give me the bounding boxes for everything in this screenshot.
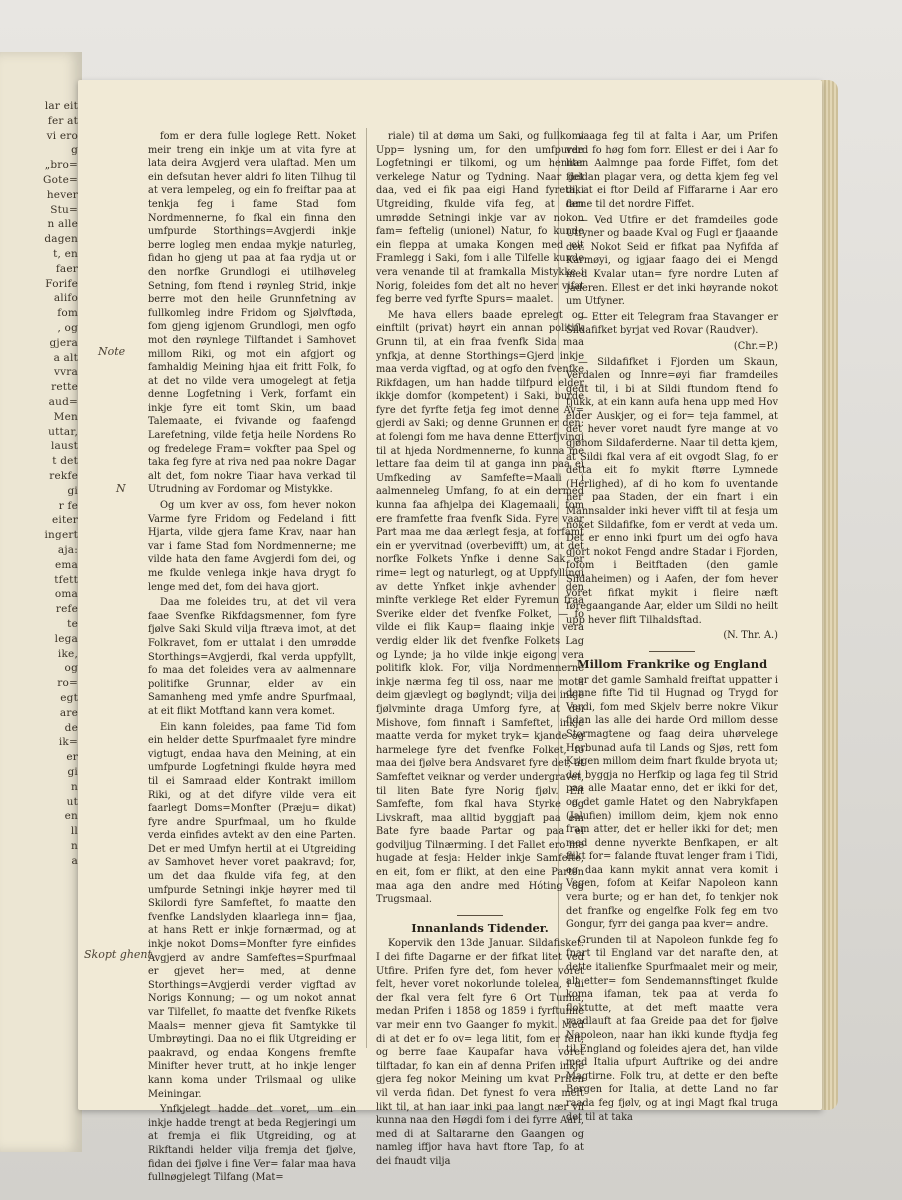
left-page-text-fragment: t, en (53, 248, 78, 260)
left-page-text-fragment: faer (55, 262, 78, 275)
paragraph: Ynfkjelegt hadde det voret, um ein inkje hadde trengt at beda Regjeringi um at fremja ei flik Utgreiding, og at Rikftandi helder vilja fremja det fjølve, fidan dei fjølve i fine Ver= falar maa hava fullnøgjelegt Tilfang (Mat= (148, 1104, 356, 1184)
paragraph: riale) til at døma um Saki, og fullkomi Upp= lysning um, for den umfpurde Logfetningi er tilkomi, og um hennar verkelege Natur og Tydning. Naar det daa, ved ei fik paa eigi Hand fyretaki Utgreiding, fkulde vifa feg, at den umrødde Setningi inkje var av nokon fam= feftelig (unionel) Natur, fo kunde ein fleppa at umaka Kongen med eit Framlegg i Saki, fom i alle Tilfelle kunde vera venande til at framkalla Mistykke i Norig, foleides fom det alt no hever vifat feg berre ved fyrfte Spurs= maalet. (376, 131, 584, 306)
column-1 (148, 130, 356, 1187)
left-page-text-fragment: alifo (53, 292, 78, 305)
left-page-text-fragment: de (64, 721, 78, 734)
left-page-text-fragment: aud= (48, 396, 78, 408)
left-page-text-fragment: og (64, 662, 78, 675)
left-page-text-fragment: n (71, 840, 78, 852)
paragraph: — Sildafifket i Fjorden um Skaun, Verdalen og Innre=øyi fiar framdeiles gedt til, i bi at Sildi ftundom ftend fo tjukk, at ein kann aufa hena upp med Hov elder Auskjer, og ei for= teja fammel, at det hever voret naudt fyre mange at vo gjønom Sildaferderne. Naar til detta kjem, at Sildi fkal vera af eit ovgodt Slag, fo er detta eit fo mykit ftørre Lymnede (Herlighed), af di ho kom fo uventande her paa Staden, der ein fnart i ein Mannsalder inki hever vifft til at fesja um noket Sildafifke, fom er verdt at veda um. Det er enno inki fpurt um dei ogfo hava gjort nokot Fengd andre Stadar i Fjorden, fofom i Beitftaden (den gamle Sildaheimen) og i Aafen, der fom hever voret fifkat mykit i fleire næft føregaangande Aar, elder um Sildi no heilt upp hever flift Tilhaldsftad. (566, 356, 778, 626)
column-3 (566, 130, 778, 1126)
left-page-text-fragment: ut (66, 795, 78, 808)
left-page-text-fragment: Forife (45, 277, 78, 290)
left-page-text-fragment: eiter (51, 514, 78, 527)
section-heading-innanlands: Innanlands Tidender. (411, 920, 549, 935)
left-page-text-fragment: r fe (58, 499, 78, 512)
left-page-text-fragment: Gote= (43, 174, 78, 186)
left-page-text-fragment: Stu= (50, 203, 78, 216)
paragraph: — Etter eit Telegram fraa Stavanger er Sildafifket byrjat ved Rovar (Raudver). (566, 311, 778, 337)
paragraph: Me hava ellers baade eprelegt og einftilt (privat) høyrt ein annan politifk Grunn til, at ein fraa fvenfk Sida maa ynfkja, at denne Storthings=Gjerd inkje maa verda vigftad, og at ogfo den fvenfke Rikfdagen, um han hadde tilfpurd elder ikkje domfor (kompetent) i Saki, burde fyre det fyrfte fetja feg imot denne Av= gjerdi av Saki; og denne Grunnen er den: at folengi fom me hava denne Etterfjvingi til at hjeda Nordmennerne, fo kunna me lettare faa deim til at ganga inn paa ei Umfkeding av Samfefte=Maali i aalmenneleg Umfang, fo at ein dermed kunna faa afhjelpa dei Klagemaali, fom ere framfette fraa fvenfk Sida. Fyre vaar Part maa me daa ærlegt fesja, at forfamt ein er yvervitnad (overbevifft) um, at det norfke Folkets Ynfke i denne Sak er rime= legt og naturlegt, og at Uppfyllingi av dette Ynfket inkje avhender den minfte verklege Ret elder Fyremun fraa Sverike elder det fvenfke Folket, — fo vilde ei flik Kaup= flaaing inkje vera verdig elder lik det fvenfke Folkets Lag og Lynde; ja ho vilde inkje eigong vera politifk klok. For, vilja Nordmennerne inkje nærma feg til oss, naar me mota deim gjævlegt og bøglyndt; vilja dei inkje fjølvminte draga Umforg fyre, at dei Mishove, fom finnaft i Samfeftet, inkje maatte verda for myket tryk= kjande og harmelege fyre det fvenfke Folket, fo maa dei fjølve bera Andsvaret fyre det, at Samfeftet veiknar og verder undergravet, til liten Bate fyre Norig fjølv. Eit Samfefte, fom fkal hava Styrke og Livskraft, maa alltid byggjaft paa ein Bate fyre baade Partar og paa ei godviljug Tilnærming. I det Fallet ero me hugade at fesja: Helder inkje Samfefte, en eit, fom er flikt, at den eine Parten maa aga den andre med Hóting og Trugsmaal. (376, 309, 584, 906)
left-page-text-fragment: a alt (53, 351, 78, 364)
newspaper-page (78, 80, 822, 1184)
left-page-text-fragment: egt (60, 692, 78, 704)
left-page-text-fragment: Men (53, 410, 78, 423)
left-page-text-fragment: vvra (54, 366, 78, 379)
section-heading-frankrike-england: Millom Frankrike og England (576, 656, 768, 671)
left-page-text-fragment: lar eit (44, 100, 78, 112)
paragraph: vaaga feg til at falta i Aar, um Prifen verd fo høg fom forr. Ellest er dei i Aar fo liten Aalmnge paa forde Fiffet, fom det fjeldan plagar vera, og detta kjem feg vel di, at ei ftor Deild af Fiffararne i Aar ero farne til det nordre Fiffet. (566, 131, 778, 210)
left-page-text-fragment: n alle (47, 218, 78, 231)
left-page-text-fragment: , og (57, 322, 78, 334)
source-signature: (Chr.=P.) (733, 340, 778, 352)
left-page-text-fragment: oma (54, 588, 78, 601)
left-page-text-fragment: te (67, 618, 78, 630)
column-divider (366, 128, 367, 1048)
left-page-text-fragment: hever (46, 188, 78, 201)
paragraph: Grunden til at Napoleon funkde feg fo fnart til England var det narafte den, at dette italienfke Spurfmaalet meir og meir, alt etter= fom Sendemannsftinget fkulde koma ifaman, tek paa at verda fo floktutte, at det meft maatte vera raadlauft at faa Greide paa det for fjølve Napoleon, naar han ikki kunde ftydja feg til England og foleides ajera det, han vilde med Italia ufpurt Auftrike og dei andre Magtirne. Folk tru, at dette er den befte Bergen for Italia, at dette Land no far raada feg fjølv, og at ingi Magt fkal truga det til at taka (566, 934, 778, 1123)
source-signature: (N. Thr. A.) (723, 630, 778, 642)
left-page-text-fragment: ema (54, 558, 78, 571)
left-page-text-fragment: fer at (47, 114, 78, 127)
paragraph: er det gamle Samhald freiftat uppatter i denne fifte Tid til Hugnad og Trygd for Verdi, fom med Skjelv berre nokre Vikur fidan las alle dei harde Ord millom desse Stormagtene og faag deira uhørvelege Herbunad aufa til Lands og Sjøs, rett fom Krigen millom deim fnart fkulde bryota ut; dei byggja no Herfkip og laga feg til Strid paa alle Maatar enno, det er ikki for det, og det gamle Hatet og den Nabrykfapen (Jalufien) imillom deim, kjem nok enno fram atter, det er heller ikki for det; men med denne nyverkte Benfkapen, er alt flikt for= falande ftuvat lenger fram i Tidi, og daa kann mykit annat vera komit i Vegen, fofom at Keifar Napoleon kann vera burte; og er han det, fo tenkjer nok det franfke og engelfke Folk feg em tvo Gongur, fyrr dei ganga paa kver= andre. (566, 674, 778, 931)
left-page-text-fragment: are (59, 706, 78, 719)
left-page-text-fragment: en (64, 810, 78, 823)
left-page-text-fragment: tfett (54, 573, 78, 586)
left-page-text-fragment: aja: (57, 544, 78, 556)
section-rule (649, 651, 695, 652)
paragraph: Daa me foleides tru, at det vil vera faae Svenfke Rikfdagsmenner, fom fyre fjølve Saki Skuld vilja ftræva imot, at det Folkravet, fom er uttalat i den umrødde Storthings=Avgjerdi, fkal verda uppfyllt, fo maa det foleides vera av aalmennare politifke Grunnar, elder av ein Samanheng med ymfe andre Spurfmaal, at eit flikt Motftand kann vera komet. (148, 597, 356, 717)
left-page-text-fragment: refe (55, 603, 78, 616)
left-page-text-fragment: ingert (44, 529, 78, 542)
left-page-text-fragment: ike, (57, 647, 78, 660)
left-page-text-fragment: vi ero (46, 129, 78, 142)
left-page-text-fragment: lega (54, 632, 78, 645)
left-page-text-fragment: ll (70, 825, 78, 838)
left-page-text-fragment: rekfe (49, 470, 78, 482)
left-page-text-fragment: fom (57, 307, 78, 320)
left-page-text-fragment: dagen (44, 233, 78, 246)
handwritten-margin-note: Skopt ghent. (84, 948, 156, 961)
left-page-text-fragment: „bro= (44, 159, 78, 172)
paragraph: Og um kver av oss, fom hever nokon Varme fyre Fridom og Fedeland i fitt Hjarta, vilde gjera fame Krav, naar han var i fame Stad fom Nordmennerne; me vilde hata den fame Avgjerdi fom dei, og me fkulde venlega inkje hava drygt fo lenge med det, fom dei hava gjort. (148, 500, 356, 593)
left-page-text-fragment: g (71, 144, 78, 157)
handwritten-margin-note: Note (98, 345, 126, 358)
handwritten-margin-note: N (116, 482, 126, 495)
left-page-text-fragment: er (66, 751, 78, 764)
left-page-text-fragment: ro= (57, 677, 78, 690)
left-page-text-fragment: uttar, (48, 425, 78, 438)
left-page-text-fragment: laust (51, 440, 78, 453)
left-page-text-fragment: n (71, 780, 78, 793)
column-2 (376, 130, 584, 1171)
left-page-text-fragment: gi (67, 484, 78, 497)
paragraph: fom er dera fulle loglege Rett. Noket meir treng ein inkje um at vita fyre at lata deira Avgjerd vera ulaftad. Men um ein defsutan hever aldri fo liten Tilhug til at vera lempeleg, og ein fo freiftar paa at tenkja feg i fame Stad fom Nordmennerne, fo fkal ein finna den umfpurde Storthings=Avgjerdi inkje berre logleg men endaa mykje naturleg, fidan ho gjeng ut paa at faa rydja ut or den norfke Grundlogi ei utilhøveleg Setning, fom ftend i røynleg Strid, inkje berre mot den heile Grunnfetning av fullkomleg indre Fridom og Sjølvftøda, fom gjeng igjenom Grundlogi, men ogfo mot den røynlege Tilftandet i Samhovet millom Riki, og mot ein afgjort og famhaldig Meining hjaa eit fritt Folk, fo at det no vilde vera umogelegt at fetja denne Logfetning i Verk, forfamt ein inkje fyre eit tomt Skin, um baad Talemaate, ei fvivande og faafengd Larefetning, vilde fetja heile Nordens Ro og fredelege Fram= vokfter paa Spel og taka feg fyre at riva ned paa nokre Dagar alt det, fom nokre Tiaar hava verkad til Utrudning av Fordomar og Mistykke. (148, 131, 356, 496)
left-page-text-fragment: ik= (58, 736, 78, 749)
left-page-text-fragment: a (71, 854, 78, 867)
paragraph: Ein kann foleides, paa fame Tid fom ein helder dette Spurfmaalet fyre mindre vigtugt, endaa hava den Meining, at ein umfpurde Logfetningi fkulde høyra med til ei Samraad elder Kontrakt imillom Riki, og at det difyre vilde vera eit faarlegt Doms=Monfter (Præju= dikat) fyre andre Spurfmaal, um ho fkulde verda einfides avtekt av den eine Parten. Det er med Umfyn hertil at ei Utgreiding av Samhovet hever voret paakravd; for, um det daa fkulde vifa feg, at den umfpurde Setningi inkje høyrer med til Skilordi fyre Samfeftet, fo maatte den fvenfke Landslyden klaarlega inn= fjaa, at hans Rett er inkje fornærmad, og at inkje nokot Doms=Monfter fyre einfides Avgjerd av andre Samfeftes=Spurfmaal er gjevet her= med, at denne Storthings=Avgjerdi verder vigftad av Norigs Konnung; — og um nokot annat var Tilfellet, fo maatte det fvenfke Rikets Maals= menner gjeva fit Samtykke til Umbrøytingi. Daa no ei flik Utgreiding er paakravd, og endaa Kongens fremfte Minifter hever trutt, at ho inkje lenger kann koma under Trilsmaal og ulike Meiningar. (148, 721, 356, 1100)
left-page-text-fragment: gi (67, 766, 78, 778)
left-page-text-fragment: rette (51, 381, 78, 394)
section-rule (457, 915, 503, 916)
left-page-text-fragment: gjera (49, 336, 78, 349)
left-page-text-fragment: t det (52, 455, 78, 468)
paragraph: Kopervik den 13de Januar. Sildafisket. I dei fifte Dagarne er der fifkat litet ved Utfire. Prifen fyre det, fom hever voret felt, hever voret nokorlunde tolelea, i di der fkal vera felt fyre 6 Ort Tunna, medan Prifen i 1858 og 1859 i fyrftunne var meir enn tvo Gaanger fo mykit. Med di at det er fo ov= lega litit, fom er felt, og berre faae Kaupafar hava voret tilftadar, fo kan ein af denna Prifen inkje gjera feg nokor Meining um kvat Prifen vil verda fidan. Det fynest fo vera meft likt til, at han iaar inki paa langt nær vil kunna naa den Høgdi fom i dei fyrre Aari, med di at Saltararne den Gaangen og namleg iffjor hava havt ftore Tap, fo at dei fnaudt vilja (376, 938, 584, 1167)
left-page-edge (0, 52, 82, 1152)
paragraph: — Ved Utfire er det framdeiles gode Utfyner og baade Kval og Fugl er fjaaande der. Nokot Seid er fifkat paa Nyfifda af Karmøyi, og igjaar faago dei ei Mengd med Kvalar utan= fyre nordre Luten af Jaderen. Ellest er det inki høyrande nokot um Utfyner. (566, 214, 778, 308)
